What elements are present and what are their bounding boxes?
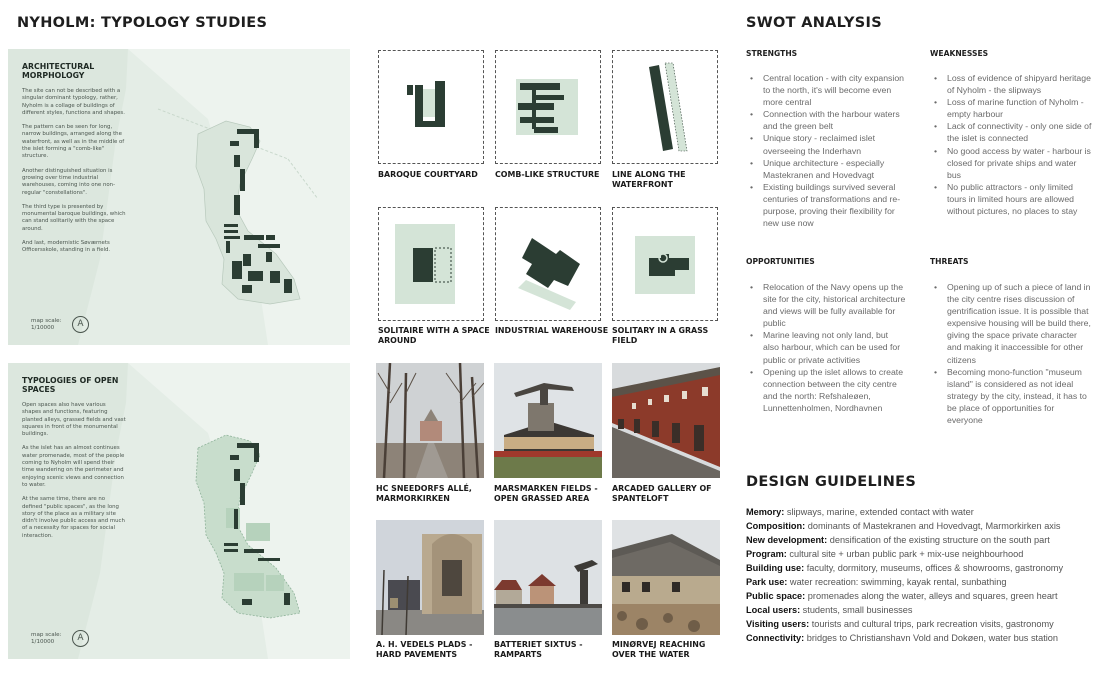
weakness-item: • No public attractors - only limited tours in limited hours are allowed without pictures, no places to stay	[930, 181, 1092, 217]
threat-item: • Opening up of such a piece of land in the city centre rises discussion of gentrification issue. It is possible that expensive housing will be build there, giving the space private character and making it inaccessible for other citizens	[930, 281, 1092, 366]
guideline-text: cultural site + urban public park + mix-use neighbourhood	[786, 549, 1024, 559]
line-waterfront-diagram	[612, 50, 718, 164]
weakness-item: • Lack of connectivity - only one side of the islet is connected	[930, 120, 1092, 144]
typology-caption: SOLITARY IN A GRASS FIELD	[612, 326, 709, 345]
guideline-text: densification of the existing structure on the south part	[827, 535, 1050, 545]
strength-item: • Central location - with city expansion to the north, it's will become even more central	[746, 72, 906, 108]
design-guidelines-title: DESIGN GUIDELINES	[746, 474, 917, 490]
opportunities-heading: OPPORTUNITIES	[746, 257, 815, 266]
morphology-paragraph: Another distinguished situation is growing over time industrial warehouses, coming into one non-regular "constellations".	[22, 167, 116, 196]
guideline-label: Memory:	[746, 507, 785, 517]
industrial-warehouse-diagram	[495, 207, 601, 321]
threats-heading: THREATS	[930, 257, 969, 266]
weaknesses-list	[930, 72, 1092, 217]
guideline-text: promenades along the water, alleys and squares, green heart	[805, 591, 1058, 601]
photo-caption: A. H. VEDELS PLADS - HARD PAVEMENTS	[376, 640, 473, 659]
morphology-text-block	[22, 62, 126, 262]
strength-item: • Unique architecture - especially Mastekranen and Hovedvagt	[746, 157, 906, 181]
ramparts-photo-image	[494, 520, 602, 635]
guideline-row	[746, 534, 1050, 548]
typology-caption: BAROQUE COURTYARD	[378, 170, 478, 179]
comb-like-diagram	[495, 50, 601, 164]
guideline-text: tourists and cultural trips, park recreation visits, gastronomy	[809, 619, 1054, 629]
open-spaces-heading: TYPOLOGIES OF OPEN SPACES	[22, 376, 119, 394]
opportunity-item: • Relocation of the Navy opens up the site for the city, historical architecture and views will be fully available for public	[746, 281, 906, 329]
open-spaces-paragraph: As the islet has an almost continues water promenade, most of the people coming to Nyholm will spend their time wandering on the perimeter and enjoying scenic views and connection to water.	[22, 445, 125, 488]
guideline-label: New development:	[746, 535, 828, 545]
strengths-heading: STRENGTHS	[746, 49, 798, 58]
open-spaces-paragraph: At the same time, there are no defined "public spaces", as the long story of the place as a military site didn't involve public access and much of a necessity for spaces for social interaction.	[22, 496, 125, 539]
guideline-text: slipways, marine, extended contact with water	[784, 507, 974, 517]
map-scale: map scale: 1/10000	[31, 632, 62, 645]
guideline-text: water recreation: swimming, kayak rental, sunbathing	[787, 577, 1007, 587]
north-arrow-icon: A	[72, 316, 89, 333]
photo-caption: MINØRVEJ REACHING OVER THE WATER	[612, 640, 706, 659]
photo-caption: HC SNEEDORFS ALLÉ, MARMORKIRKEN	[376, 484, 472, 503]
solitaire-icon	[379, 208, 483, 320]
guideline-label: Program:	[746, 549, 787, 559]
guideline-label: Park use:	[746, 577, 788, 587]
guideline-row	[746, 506, 974, 520]
crane-field-photo-image	[494, 363, 602, 478]
weakness-item: • Loss of marine function of Nyholm - empty harbour	[930, 96, 1092, 120]
open-spaces-map	[8, 363, 350, 659]
photo-arcaded-gallery	[612, 363, 720, 478]
page-title: NYHOLM: TYPOLOGY STUDIES	[17, 15, 268, 31]
guideline-row	[746, 576, 1006, 590]
swot-title: SWOT ANALYSIS	[746, 15, 882, 31]
guideline-text: faculty, dormitory, museums, offices & showrooms, gastronomy	[804, 563, 1064, 573]
opportunities-list	[746, 281, 906, 414]
strength-item: • Connection with the harbour waters and the green belt	[746, 108, 906, 132]
guideline-label: Building use:	[746, 563, 805, 573]
morphology-paragraph: And last, modernistic Søværnets Officersskole, standing in a field.	[22, 240, 111, 254]
alley-photo-image	[376, 363, 484, 478]
guideline-label: Local users:	[746, 605, 801, 615]
strength-item: • Unique story - reclaimed islet overseeing the Inderhavn	[746, 132, 906, 156]
threats-list	[930, 281, 1092, 426]
photo-caption: MARSMARKEN FIELDS - OPEN GRASSED AREA	[494, 484, 598, 503]
typology-caption: INDUSTRIAL WAREHOUSE	[495, 326, 609, 335]
photo-minorvej	[612, 520, 720, 635]
photo-marsmarken-fields	[494, 363, 602, 478]
minorvej-photo-image	[612, 520, 720, 635]
weakness-item: • No good access by water - harbour is closed for private ships and water bus	[930, 145, 1092, 181]
strengths-list	[746, 72, 906, 229]
morphology-heading: ARCHITECTURAL MORPHOLOGY	[22, 62, 95, 80]
guideline-row	[746, 618, 1054, 632]
photo-hc-sneedorfs-alle	[376, 363, 484, 478]
guideline-row	[746, 590, 1058, 604]
guideline-label: Public space:	[746, 591, 806, 601]
morphology-paragraph: The pattern can be seen for long, narrow buildings, arranged along the waterfront, as well as in the middle of the islet forming a "comb-like" structure.	[22, 124, 125, 160]
photo-caption: BATTERIET SIXTUS - RAMPARTS	[494, 640, 583, 659]
guideline-label: Composition:	[746, 521, 806, 531]
solitary-grass-diagram	[612, 207, 718, 321]
photo-batteriet-sixtus	[494, 520, 602, 635]
baroque-courtyard-icon	[379, 51, 483, 163]
opportunity-item: • Marine leaving not only land, but also harbour, which can be used for public or private activities	[746, 329, 906, 365]
guideline-text: students, small businesses	[800, 605, 913, 615]
weaknesses-heading: WEAKNESSES	[930, 49, 989, 58]
line-waterfront-icon	[613, 51, 717, 163]
morphology-map	[8, 49, 350, 345]
square-photo-image	[376, 520, 484, 635]
baroque-courtyard-diagram	[378, 50, 484, 164]
morphology-paragraph: The site can not be described with a singular dominant typology, rather, Nyholm is a collage of buildings of different styles, functions and shapes.	[22, 88, 125, 116]
guideline-row	[746, 548, 1023, 562]
guideline-text: bridges to Christianshavn Vold and Dokøen, water bus station	[804, 633, 1059, 643]
strength-item: • Existing buildings survived several centuries of transformations and re-purpose, proving their flexibility for new use now	[746, 181, 906, 229]
guideline-row	[746, 562, 1063, 576]
threat-item: • Becoming mono-function "museum island" is considered as not ideal strategy by the city, instead, it has to be place of opportunities for everyone	[930, 366, 1092, 426]
weakness-item: • Loss of evidence of shipyard heritage of Nyholm - the slipways	[930, 72, 1092, 96]
typology-caption: COMB-LIKE STRUCTURE	[495, 170, 600, 179]
gallery-photo-image	[612, 363, 720, 478]
photo-caption: ARCADED GALLERY OF SPANTELOFT	[612, 484, 712, 503]
map-scale: map scale: 1/10000	[31, 318, 62, 331]
open-spaces-text-block	[22, 376, 126, 547]
guideline-label: Visiting users:	[746, 619, 810, 629]
guideline-label: Connectivity:	[746, 633, 805, 643]
guideline-text: dominants of Mastekranen and Hovedvagt, Marmorkirken axis	[805, 521, 1061, 531]
typology-caption: LINE ALONG THE WATERFRONT	[612, 170, 686, 189]
morphology-paragraph: The third type is presented by monumental baroque buildings, which can stand solitarily with the space around.	[22, 203, 126, 232]
open-spaces-paragraph: Open spaces also have various shapes and functions, featuring planted alleys, grassed fields and vast squares in front of the monumental buildings.	[22, 402, 126, 438]
typology-caption: SOLITAIRE WITH A SPACE AROUND	[378, 326, 490, 345]
guideline-row	[746, 520, 1061, 534]
guideline-row	[746, 632, 1058, 646]
comb-like-icon	[496, 51, 600, 163]
solitary-grass-icon	[613, 208, 717, 320]
guideline-row	[746, 604, 912, 618]
solitaire-diagram	[378, 207, 484, 321]
photo-vedels-plads	[376, 520, 484, 635]
opportunity-item: • Opening up the islet allows to create connection between the city centre and the north: Refshaleøen, Lunnettenholmen, Nordhavnen	[746, 366, 906, 414]
north-arrow-icon: A	[72, 630, 89, 647]
industrial-warehouse-icon	[496, 208, 600, 320]
